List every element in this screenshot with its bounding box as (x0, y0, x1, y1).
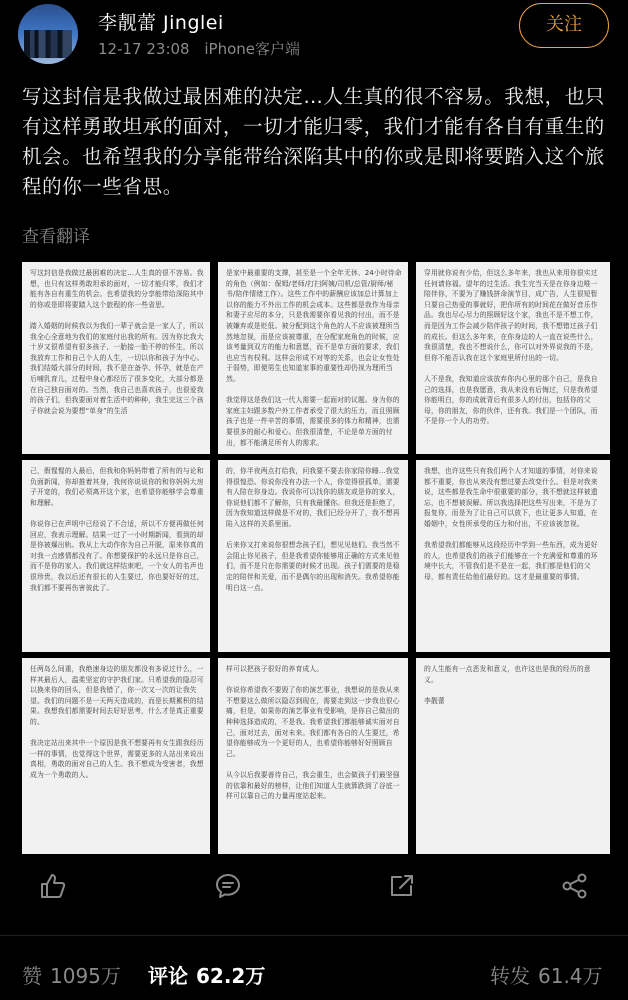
letter-page-text: 的，你半夜两点打给我，问我要不要去你家陪你睡…我觉得很惶恐。你说你没有办法一个人，你觉得很孤单，需要有人陪在你身边。我说你可以找你的朋友或是你的家人，你说他们都不了解你，只有我最懂你。但我还是拒绝了，因为我知道这样做是不对的，我们已经分开了，我不想再陷入这样的关系里面。 后来你又打来说你很想念孩子们，想见见他们。我当然不会阻止你见孩子，但是我希望你能够用正确的方式来见他们，而不是只在你需要的时候才出现。孩子们需要的是稳定的陪伴和关爱，而不是偶尔的出现和消失。我希望你能明白这一点。 (226, 467, 400, 592)
reposts-count: 61.4万 (538, 964, 603, 988)
translate-link[interactable]: 查看翻译 (22, 227, 90, 247)
letter-page-9[interactable] (416, 658, 610, 854)
action-bar (0, 855, 628, 915)
thumb-up-icon[interactable] (38, 871, 68, 901)
avatar[interactable] (18, 4, 78, 64)
letter-page-2[interactable] (218, 262, 408, 454)
repost-icon[interactable] (387, 871, 417, 901)
divider (0, 935, 628, 936)
letter-page-7[interactable] (22, 658, 210, 854)
letter-page-text: 穿用就你说有少给，但这么多年来，我也从来用你很实过任何请你福。望年的过生活。我生完当天是在你身边唯一陪伴你，不要为了赚钱拼命演节目，成广告，人生很短暂只要自己热爱的事就好，把你所有的时间花在做好音乐作品。我也尽心尽力的照顾好这个家，我也不是不想工作，而是因为工作会减少陪伴孩子的时间，我不想错过孩子们的成长。但这么多年来，在你身边的人一直在说些什么，我很清楚，我也不想说什么，你可以对外界说我的不是，但你不能否认我在这个家庭里所付出的一切。 人不是我，我知道应该放弃你内心里的那个自己，是我自己的选择，也是我愿意，我从来没有后悔过，只是我希望你能明白，你的成就背后有很多人的付出，包括你的父母，你的朋友，你的伙伴，还有我。我们是一个团队，而不是你一个人的功劳。 (424, 269, 598, 426)
comments-stat[interactable] (148, 960, 265, 989)
reposts-stat[interactable] (490, 960, 603, 989)
post-date: 12-17 23:08 (98, 40, 190, 58)
comment-icon[interactable] (213, 871, 243, 901)
letter-page-8[interactable] (218, 658, 408, 854)
username[interactable]: 李靓蕾 Jinglei (98, 12, 224, 34)
likes-count: 1095万 (50, 964, 121, 988)
letter-page-text: 任两岛么间重，我绝速身边的朋友都没有多说过什么，一样其最后人，温柔坚定的守护我们家。只希望我的隐忍可以换来你的回头，但是我错了，你一次又一次的让我失望。我们的问题不是一天两天造成的，而是长期累积的结果。我想我们都需要时间去好好思考，什么才是真正重要的。 我决定站出来其中一个原因是我不想要再有女生跟我经历一样的事情，也觉得这个世界，需要更多的人站出来说出真相，勇敢的面对自己的人生。我不想成为受害者，我想成为一个勇敢的人。 (30, 665, 204, 779)
letter-page-1[interactable] (22, 262, 210, 454)
post-meta (98, 38, 310, 59)
letter-page-text: 写这封信是我做过最困难的决定…人生真的很不容易。我想，也只有这样勇敢坦承的面对，一切才能归零，我们才能有各自有重生的机会。也希望我的分享能带给深陷其中的你或是即将要踏入这个旅程的你一些省思。 踏入婚姻的时候我以为我们一辈子就会是一家人了，所以我全心全意地为我们的家庭付出我的所有。因为你比我大十岁又很希望有很多孩子，一胎接一胎不停的怀生，所以我放弃工作和自己个人的人生，一切以你和孩子为中心。我们结婚大部分的时间，我不是在备孕、怀孕，就是在产后哺乳育儿，过程中身心都经历了很多变化，大部分都是在自己独自面对的。当然，我自己也喜欢孩子，也很爱我的孩子们，但我要面对着生活中的种种，我生完这三个孩子你就会说为要想“单身”的生活 (30, 269, 204, 415)
post-text: 写这封信是我做过最困难的决定…人生真的很不容易。我想，也只有这样勇敢坦承的面对，一切才能归零，我们才能有各自有重生的机会。也希望我的分享能带给深陷其中的你或是即将要踏入这个旅程的你一些省思。 (22, 85, 605, 198)
likes-label: 赞 (22, 964, 42, 988)
letter-page-text: 是家中最重要的支撑，甚至是一个全年无休、24小时待命的角色（例如：保姆/老师/打扫阿姨/司机/总管/厨师/秘书/陪伴情绪工作）。这些工作中的薪酬应该加总计算加上以你的能力不外出工作的机会成本。这些都是我作为母亲和妻子应尽的本分，只是我需要你看见我的付出，而不是被嫌弃或是贬低。被分配到这个角色的人不应该被理所当然地忽视，而是应该被尊重，在分配家庭角色的时候，应该考量到双方的能力和意愿，而不是单方面的要求，我们也应当有权利。这样会形成不对等的关系，也会让女性处于弱势，即便男生也知道家事的重要性却仍视为理所当然。 我觉得这是我们这一代人需要一起面对的议题。身为你的家庭主妇跟多数户外工作者承受了很大的压力，而且照顾孩子也是一件辛苦的事情，需要很多的体力和精神，也需要很多的耐心和爱心。但我很清楚，不论是单方面的付出，都不能满足所有人的需求。 (226, 269, 402, 447)
share-icon[interactable] (560, 871, 590, 901)
letter-page-text: 己，假惺惺的人最后，但我和你妈妈带着了所有的与论和负面新闻，你却推着其身，我何你说说你的和你妈妈大房子开宽的，我们必须离开这个家，也希望你能够学会尊重和理解。 你说你已在声明中已经说了不合适，所以不方便再做任何回应，我表示理解。结果一过了一小时期新闻，看到的却是你被爆出轨。我从上大动作你为自己开脱，原来你真的对我一点感情都没有了。你想要保护的永远只是你自己，而不是你的家人。我们就这样结束吧，一个女人的名声也很珍贵，我以后还有很长的人生要过，你也要好好的过，我们都不要再伤害彼此了。 (30, 467, 204, 592)
image-gallery (22, 262, 610, 854)
likes-stat[interactable] (22, 960, 121, 989)
letter-page-text: 我想，也许这些只有我们两个人才知道的事情，对你来说都不重要，你也从来没有想过要去改变什么。但是对我来说，这些都是我生命中很重要的部分，我不想就这样被遗忘，也不想被误解。所以我选择把这些写出来，不是为了报复你，而是为了让自己可以放下，也让更多人知道，在婚姻中，女性所承受的压力和付出，不应该被忽视。 我希望我们都能够从这段经历中学到一些东西，成为更好的人，也希望我们的孩子们能够在一个充满爱和尊重的环境中长大，不管我们是不是在一起，我们都是他们的父母，都有责任给他们最好的。这才是最重要的事情。 (424, 467, 598, 581)
letter-page-3[interactable] (416, 262, 610, 454)
stats-bar (0, 960, 628, 990)
post-client: iPhone客户端 (204, 40, 301, 58)
letter-page-5[interactable] (218, 460, 408, 652)
comments-count: 62.2万 (196, 964, 266, 988)
follow-button[interactable]: 关注 (519, 3, 609, 48)
comments-label: 评论 (148, 964, 188, 988)
letter-page-text: 的人生能有一点恶发和意义，也许这也是我的经历的意义。 李靓蕾 (424, 665, 591, 705)
reposts-label: 转发 (490, 964, 530, 988)
letter-page-text: 样可以把孩子很好的养育成人。 你说你希望我不要毁了你的演艺事业，我想说的是我从来不想要这么做所以隐忍到现在，需要走到这一步我也很心痛，但是，如果你的演艺事业有受影响，是你自己做出的种种选择造成的，不是我。我希望我们都能够诚实面对自己，面对过去，面对未来。我们都有各自的人生要过，希望你能够成为一个更好的人，也希望你能够好好照顾自己。 从今以后我要善待自己，我会重生，也会做孩子们最坚强的依靠和最好的榜样，让他们知道人生就算跌到了谷底一样可以靠自己的力量再度站起来。 (226, 665, 400, 801)
letter-page-6[interactable] (416, 460, 610, 652)
post-header (0, 0, 628, 74)
letter-page-4[interactable] (22, 460, 210, 652)
